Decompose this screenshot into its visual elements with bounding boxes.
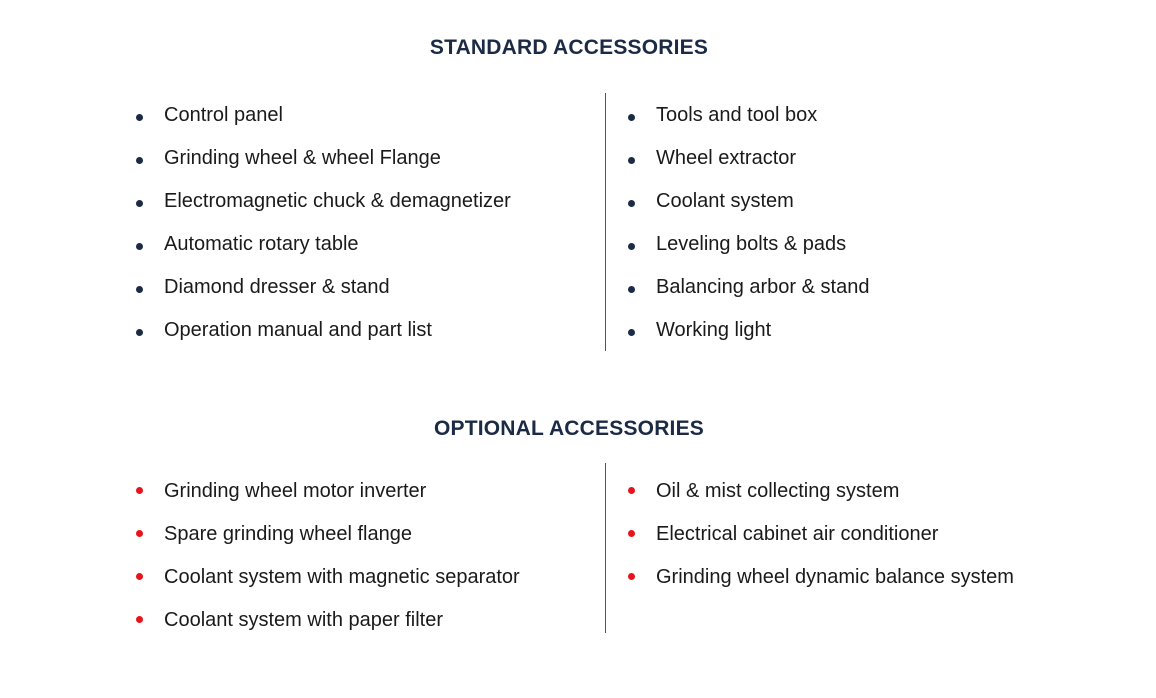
list-item-text: Automatic rotary table: [164, 233, 359, 255]
optional-accessories-title: OPTIONAL ACCESSORIES: [433, 417, 705, 440]
bullet-icon: [628, 286, 635, 293]
standard-accessories-title: STANDARD ACCESSORIES: [429, 36, 709, 59]
list-item-text: Electrical cabinet air conditioner: [656, 523, 939, 545]
list-item-text: Wheel extractor: [656, 147, 797, 169]
list-item-text: Coolant system with paper filter: [164, 609, 444, 631]
bullet-icon: [136, 157, 143, 164]
bullet-icon: [628, 487, 635, 494]
list-item-text: Control panel: [164, 104, 283, 126]
bullet-icon: [136, 114, 143, 121]
bullet-icon: [628, 114, 635, 121]
bullet-icon: [628, 573, 635, 580]
column-divider: [605, 463, 606, 633]
bullet-icon: [136, 487, 143, 494]
list-item-text: Leveling bolts & pads: [656, 233, 847, 255]
list-item-text: Coolant system with magnetic separator: [164, 566, 520, 588]
list-item-text: Oil & mist collecting system: [656, 480, 900, 502]
bullet-icon: [136, 243, 143, 250]
bullet-icon: [628, 243, 635, 250]
bullet-icon: [628, 157, 635, 164]
list-item-text: Tools and tool box: [656, 104, 818, 126]
column-divider: [605, 93, 606, 351]
list-item-text: Balancing arbor & stand: [656, 276, 870, 298]
bullet-icon: [136, 329, 143, 336]
bullet-icon: [628, 530, 635, 537]
bullet-icon: [628, 200, 635, 207]
list-item-text: Diamond dresser & stand: [164, 276, 390, 298]
bullet-icon: [136, 530, 143, 537]
list-item-text: Grinding wheel & wheel Flange: [164, 147, 441, 169]
bullet-icon: [136, 200, 143, 207]
list-item-text: Coolant system: [656, 190, 794, 212]
list-item-text: Grinding wheel motor inverter: [164, 480, 427, 502]
bullet-icon: [136, 616, 143, 623]
bullet-icon: [628, 329, 635, 336]
list-item-text: Operation manual and part list: [164, 319, 432, 341]
list-item-text: Working light: [656, 319, 772, 341]
list-item-text: Grinding wheel dynamic balance system: [656, 566, 1014, 588]
bullet-icon: [136, 286, 143, 293]
list-item-text: Spare grinding wheel flange: [164, 523, 412, 545]
bullet-icon: [136, 573, 143, 580]
list-item-text: Electromagnetic chuck & demagnetizer: [164, 190, 511, 212]
